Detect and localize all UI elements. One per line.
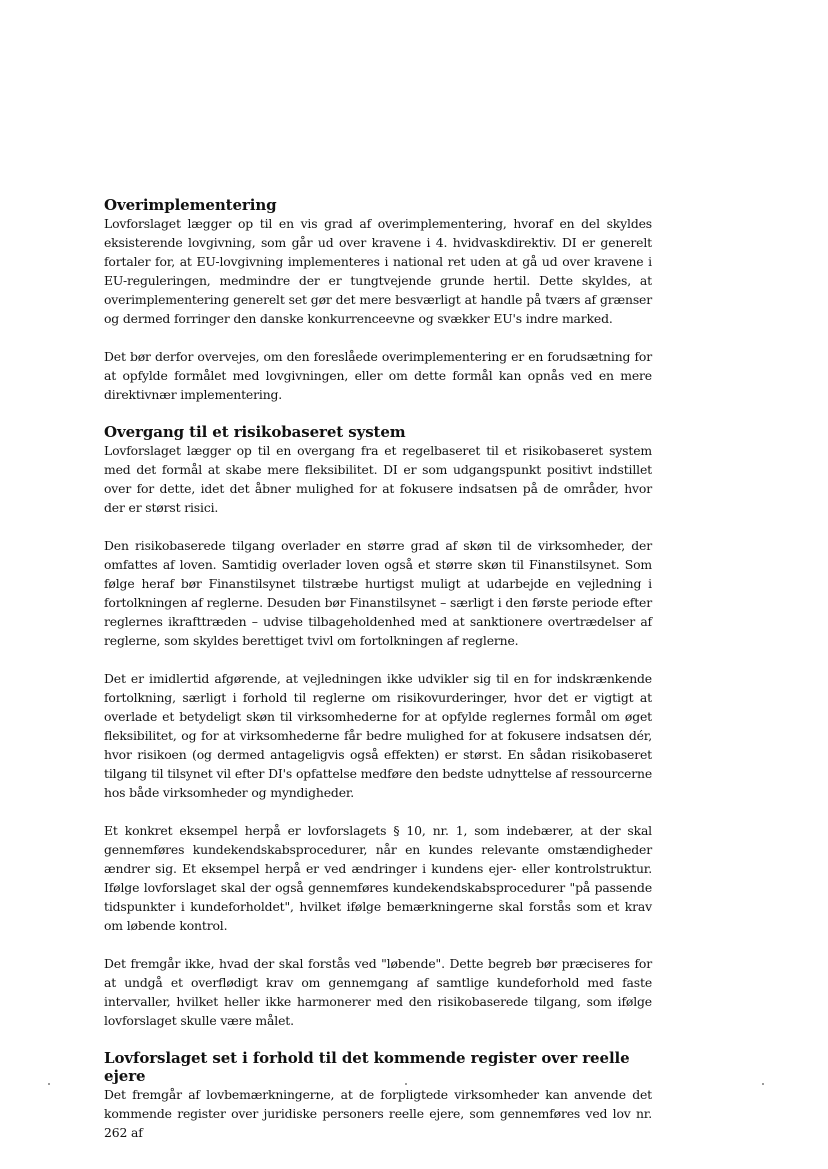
spacer	[104, 517, 652, 536]
paragraph: Det er imidlertid afgørende, at vejledningen ikke udvikler sig til en for indskrænkende fortolkning, særligt i forhold til reglerne om risikovurderinger, hvor det er vigtigt at overlade et betydeligt skøn til virksomhederne for at opfylde reglernes formål om øget fleksibilitet, og for at virksomhederne får bedre mulighed for at fokusere indsatsen dér, hvor risikoen (og dermed antageligvis også effekten) er størst. En sådan risikobaseret tilgang til tilsynet vil efter DI's opfattelse medføre den bedste udnyttelse af ressourcerne hos både virksomheder og myndigheder.	[104, 671, 652, 800]
paragraph: Det fremgår af lovbemærkningerne, at de forpligtede virksomheder kan anvende det kommende register over juridiske personers reelle ejere, som gennemføres ved lov nr. 262 af	[104, 1087, 652, 1140]
spacer	[104, 802, 652, 821]
spacer	[104, 1030, 652, 1049]
scan-speck	[762, 1083, 764, 1085]
paragraph: Det fremgår ikke, hvad der skal forstås ved "løbende". Dette begreb bør præciseres for at undgå et overflødigt krav om gennemgang af samtlige kundeforhold med faste intervaller, hvilket heller ikke harmonerer med den risikobaserede tilgang, som ifølge lovforslaget skulle være målet.	[104, 956, 652, 1028]
document-page	[104, 196, 652, 1142]
section-heading-risikobaseret: Overgang til et risikobaseret system	[104, 423, 406, 441]
paragraph: Lovforslaget lægger op til en overgang fra et regelbaseret til et risikobaseret system med det formål at skabe mere fleksibilitet. DI er som udgangspunkt positivt indstillet over for dette, idet det åbner mulighed for at fokusere indsatsen på de områder, hvor der er størst risici.	[104, 443, 652, 515]
paragraph: Det bør derfor overvejes, om den foreslåede overimplementering er en forudsætning for at opfylde formålet med lovgivningen, eller om dette formål kan opnås ved en mere direktivnær implementering.	[104, 349, 652, 402]
paragraph: Et konkret eksempel herpå er lovforslagets § 10, nr. 1, som indebærer, at der skal gennemføres kundekendskabsprocedurer, når en kundes relevante omstændigheder ændrer sig. Et eksempel herpå er ved ændringer i kundens ejer- eller kontrolstruktur. Ifølge lovforslaget skal der også gennemføres kundekendskabsprocedurer "på passende tidspunkter i kundeforholdet", hvilket ifølge bemærkningerne skal forstås som et krav om løbende kontrol.	[104, 823, 652, 933]
scan-speck	[48, 1083, 50, 1085]
section-heading-overimplementering: Overimplementering	[104, 196, 277, 214]
section-heading-register: Lovforslaget set i forhold til det kommende register over reelle ejere	[104, 1049, 630, 1085]
scan-speck	[405, 1083, 407, 1085]
spacer	[104, 935, 652, 954]
spacer	[104, 404, 652, 423]
paragraph: Den risikobaserede tilgang overlader en større grad af skøn til de virksomheder, der omfattes af loven. Samtidig overlader loven også et større skøn til Finanstilsynet. Som følge heraf bør Finanstilsynet tilstræbe hurtigst muligt at udarbejde en vejledning i fortolkningen af reglerne. Desuden bør Finanstilsynet – særligt i den første periode efter reglernes ikrafttræden – udvise tilbageholdenhed med at sanktionere overtrædelser af reglerne, som skyldes berettiget tvivl om fortolkningen af reglerne.	[104, 538, 652, 648]
paragraph: Lovforslaget lægger op til en vis grad af overimplementering, hvoraf en del skyldes eksisterende lovgivning, som går ud over kravene i 4. hvidvaskdirektiv. DI er generelt fortaler for, at EU-lovgivning implementeres i national ret uden at gå ud over kravene i EU-reguleringen, medmindre der er tungtvejende grunde hertil. Dette skyldes, at overimplementering generelt set gør det mere besværligt at handle på tværs af grænser og dermed forringer den danske konkurrenceevne og svækker EU's indre marked.	[104, 216, 652, 326]
spacer	[104, 328, 652, 347]
spacer	[104, 650, 652, 669]
